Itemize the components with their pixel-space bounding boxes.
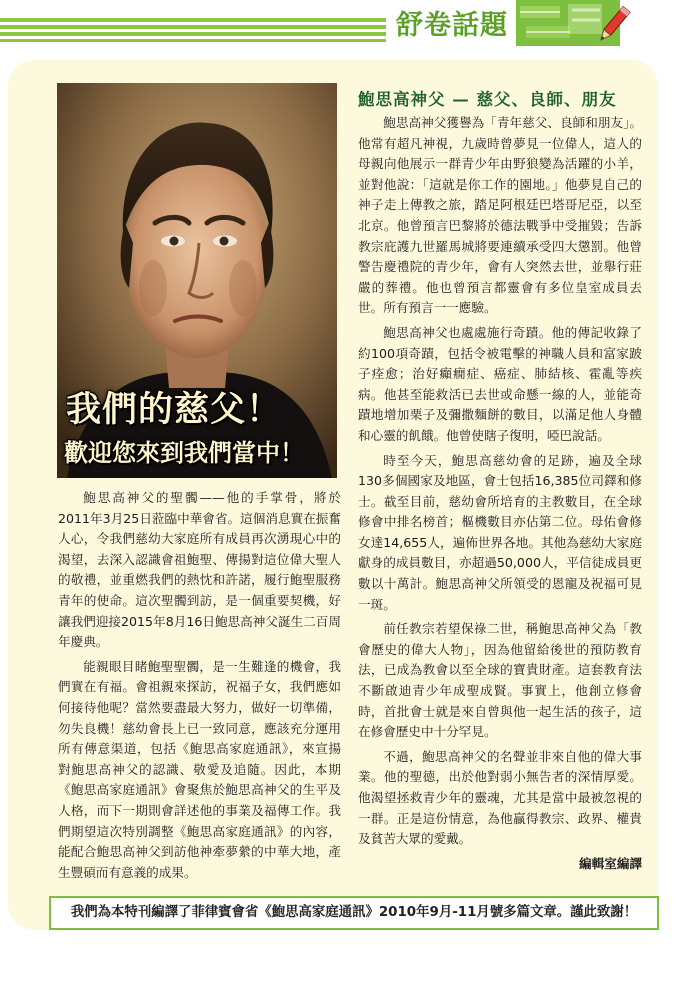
left-column — [58, 488, 341, 887]
photo-caption-line1: 我們的慈父！ — [66, 389, 283, 430]
paragraph: 時至今天，鮑思高慈幼會的足跡，遍及全球130多個國家及地區，會士包括16,385位司鐸和修士。截至目前，慈幼會所培育的主教數目，在全球修會中排名榜首；樞機數目亦佔第二位。母佑會修女達14,655人，遍佈世界各地。其他為慈幼大家庭獻身的成員數目，亦超過50,000人，平信徒成員更數以十萬計。鮑思高神父所領受的恩寵及祝福可見一斑。 — [358, 452, 642, 612]
acknowledgement-note: 我們為本特刊編譯了菲律賓會省《鮑思高家庭通訊》2010年9月-11月號多篇文章。謹此致謝！ — [49, 896, 659, 930]
pencil-icon — [592, 6, 632, 46]
paragraph: 前任教宗若望保祿二世，稱鮑思高神父為「教會歷史的偉大人物」，因為他留給後世的預防教育法，已成為教會以至全球的寶貴財產。這套教育法不斷啟迪青少年成聖成賢。事實上，他創立修會時，首批會士就是來自曾與他一起生活的孩子，這在修會歷史中十分罕見。 — [358, 621, 642, 740]
section-title: 舒卷話題 — [386, 8, 518, 44]
editor-signature: 編輯室編譯 — [579, 855, 642, 871]
article-title: 鮑思高神父 — 慈父、良師、朋友 — [358, 90, 617, 109]
right-column — [358, 113, 642, 874]
paragraph: 鮑思高神父獲譽為「青年慈父、良師和朋友」。他常有超凡神視，九歲時曾夢見一位偉人，這人的母親向他展示一群青少年由野狼變為活躍的小羊，並對他說：「這就是你工作的園地。」他夢見自己的神子走上傳教之旅，踏足阿根廷巴塔哥尼亞，以至北京。他曾預言巴黎將於德法戰爭中受摧毀；告訴教宗庇護九世羅馬城將要連續承受四大懲罰。他曾警告慶禮院的青少年，會有人突然去世，並舉行莊嚴的葬禮。他也曾預言都靈會有多位皇室成員去世。所有預言一一應驗。 — [358, 115, 642, 316]
paragraph: 能親眼目睹鮑聖聖髑，是一生難逢的機會，我們實在有福。會祖親來探訪，祝福子女，我們應如何接待他呢？當然要盡最大努力，做好一切準備，勿失良機！慈幼會長上已一致同意，應該充分運用所有傳意渠道，包括《鮑思高家庭通訊》，來宣揚對鮑思高神父的認識、敬愛及追隨。因此，本期《鮑思高家庭通訊》會聚焦於鮑思高神父的生平及人格，而下一期則會詳述他的事業及福傳工作。我們期望這次特別調整《鮑思高家庭通訊》的內容，能配合鮑思高神父到訪他神牽夢縈的中華大地，產生豐碩而有意義的成果。 — [58, 658, 341, 880]
paragraph: 不過，鮑思高神父的名聲並非來自他的偉大事業。他的聖德，出於他對弱小無告者的深情厚愛。他渴望拯救青少年的靈魂，尤其是當中最被忽視的一群。正是這份情意，為他贏得教宗、政界、權貴及貧苦大眾的愛戴。 — [358, 748, 642, 847]
photo-caption-line2: 歡迎您來到我們當中！ — [64, 438, 304, 467]
paragraph: 鮑思高神父的聖髑——他的手掌骨，將於2011年3月25日蒞臨中華會省。這個消息實在振奮人心，令我們慈幼大家庭所有成員再次湧現心中的渴望，去深入認識會祖鮑聖、傳揚對這位偉大聖人的敬禮，並重燃我們的熱忱和許諾，履行鮑聖服務青年的使命。這次聖髑到訪，是一個重要契機，好讓我們迎接2015年8月16日鮑思高神父誕生二百周年慶典。 — [58, 490, 341, 650]
paragraph: 鮑思高神父也處處施行奇蹟。他的傳記收錄了約100項奇蹟，包括令被電擊的神職人員和富家跛子痊愈；治好癲癇症、癌症、肺結核、霍亂等疾病。他甚至能救活已去世或命懸一線的人，並能奇蹟地增加栗子及彌撒麵餅的數目，以滿足他人身體和心靈的飢餓。他曾使瞎子復明，啞巴說話。 — [358, 324, 642, 443]
